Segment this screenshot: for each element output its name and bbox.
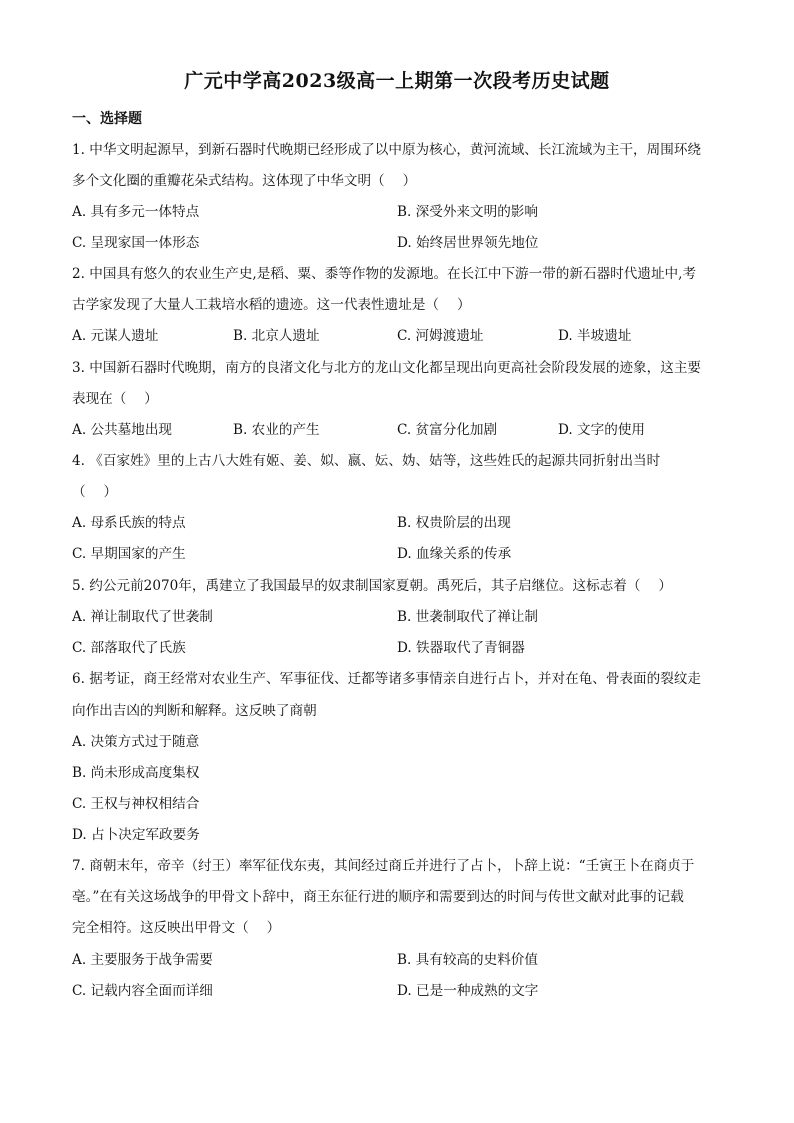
question-2-option-c: C. 河姆渡遗址: [397, 328, 484, 344]
question-7-option-a: A. 主要服务于战争需要: [72, 952, 213, 968]
question-7-option-b: B. 具有较高的史料价值: [397, 952, 538, 968]
question-5-option-d: D. 铁器取代了青铜器: [397, 640, 525, 656]
question-2-option-a: A. 元谋人遗址: [72, 328, 159, 344]
question-7-option-c: C. 记载内容全面而详细: [72, 983, 213, 999]
question-3-option-a: A. 公共墓地出现: [72, 422, 173, 438]
question-7-text-cont2: 完全相符。这反映出甲骨文（ ）: [72, 920, 281, 936]
question-5-text: 5. 约公元前2070年，禹建立了我国最早的奴隶制国家夏朝。禹死后，其子启继位。这标志着（ ）: [72, 578, 672, 594]
question-1-text: 1. 中华文明起源早，到新石器时代晚期已经形成了以中原为核心，黄河流域、长江流域为主干，周围环绕: [72, 142, 702, 158]
question-2-option-b: B. 北京人遗址: [233, 328, 320, 344]
question-4-text: 4. 《百家姓》里的上古八大姓有姬、姜、姒、嬴、妘、妫、姞等，这些姓氏的起源共同折射出当时: [72, 453, 661, 469]
question-3-text: 3. 中国新石器时代晚期，南方的良渚文化与北方的龙山文化都呈现出向更高社会阶段发展的迹象，这主要: [72, 360, 702, 376]
question-1-text-cont: 多个文化圈的重瓣花朵式结构。这体现了中华文明（ ）: [72, 173, 417, 189]
question-4-option-a: A. 母系氏族的特点: [72, 515, 186, 531]
question-4-option-b: B. 权贵阶层的出现: [397, 515, 511, 531]
question-6-option-b: B. 尚未形成高度集权: [72, 765, 200, 781]
question-7-text: 7. 商朝末年，帝辛（纣王）率军征伐东夷，其间经过商丘并进行了占卜，卜辞上说：“壬寅王卜在商贞于: [72, 858, 695, 874]
question-4-option-d: D. 血缘关系的传承: [397, 546, 512, 562]
question-6-text: 6. 据考证，商王经常对农业生产、军事征伐、迁都等诸多事情亲自进行占卜，并对在龟、骨表面的裂纹走: [72, 671, 702, 687]
question-3-text-cont: 表现在（ ）: [72, 391, 158, 407]
question-1-option-a: A. 具有多元一体特点: [72, 204, 200, 220]
question-6-text-cont: 向作出吉凶的判断和解释。这反映了商朝: [72, 703, 317, 719]
question-7-option-d: D. 已是一种成熟的文字: [397, 983, 539, 999]
question-1-option-b: B. 深受外来文明的影响: [397, 204, 538, 220]
section-heading: 一、选择题: [72, 111, 142, 127]
question-4-option-c: C. 早期国家的产生: [72, 546, 186, 562]
question-7-text-cont: 亳。”在有关这场战争的甲骨文卜辞中，商王东征行进的顺序和需要到达的时间与传世文献对此事的记载: [72, 889, 684, 905]
question-3-option-d: D. 文字的使用: [558, 422, 646, 438]
question-5-option-a: A. 禅让制取代了世袭制: [72, 609, 213, 625]
question-3-option-b: B. 农业的产生: [233, 422, 320, 438]
question-2-text: 2. 中国具有悠久的农业生产史,是稻、粟、黍等作物的发源地。在长江中下游一带的新石器时代遗址中,考: [72, 266, 697, 282]
question-3-option-c: C. 贫富分化加剧: [397, 422, 498, 438]
question-2-option-d: D. 半坡遗址: [558, 328, 632, 344]
question-4-text-cont: （ ）: [72, 484, 118, 500]
question-1-option-c: C. 呈现家国一体形态: [72, 235, 200, 251]
page-title: 广元中学高2023级高一上期第一次段考历史试题: [184, 70, 610, 92]
question-2-text-cont: 古学家发现了大量人工栽培水稻的遗迹。这一代表性遗址是（ ）: [72, 297, 471, 313]
question-1-option-d: D. 始终居世界领先地位: [397, 235, 539, 251]
question-5-option-c: C. 部落取代了氏族: [72, 640, 186, 656]
question-6-option-c: C. 王权与神权相结合: [72, 796, 200, 812]
question-5-option-b: B. 世袭制取代了禅让制: [397, 609, 538, 625]
question-6-option-d: D. 占卜决定军政要务: [72, 827, 200, 843]
question-6-option-a: A. 决策方式过于随意: [72, 734, 200, 750]
